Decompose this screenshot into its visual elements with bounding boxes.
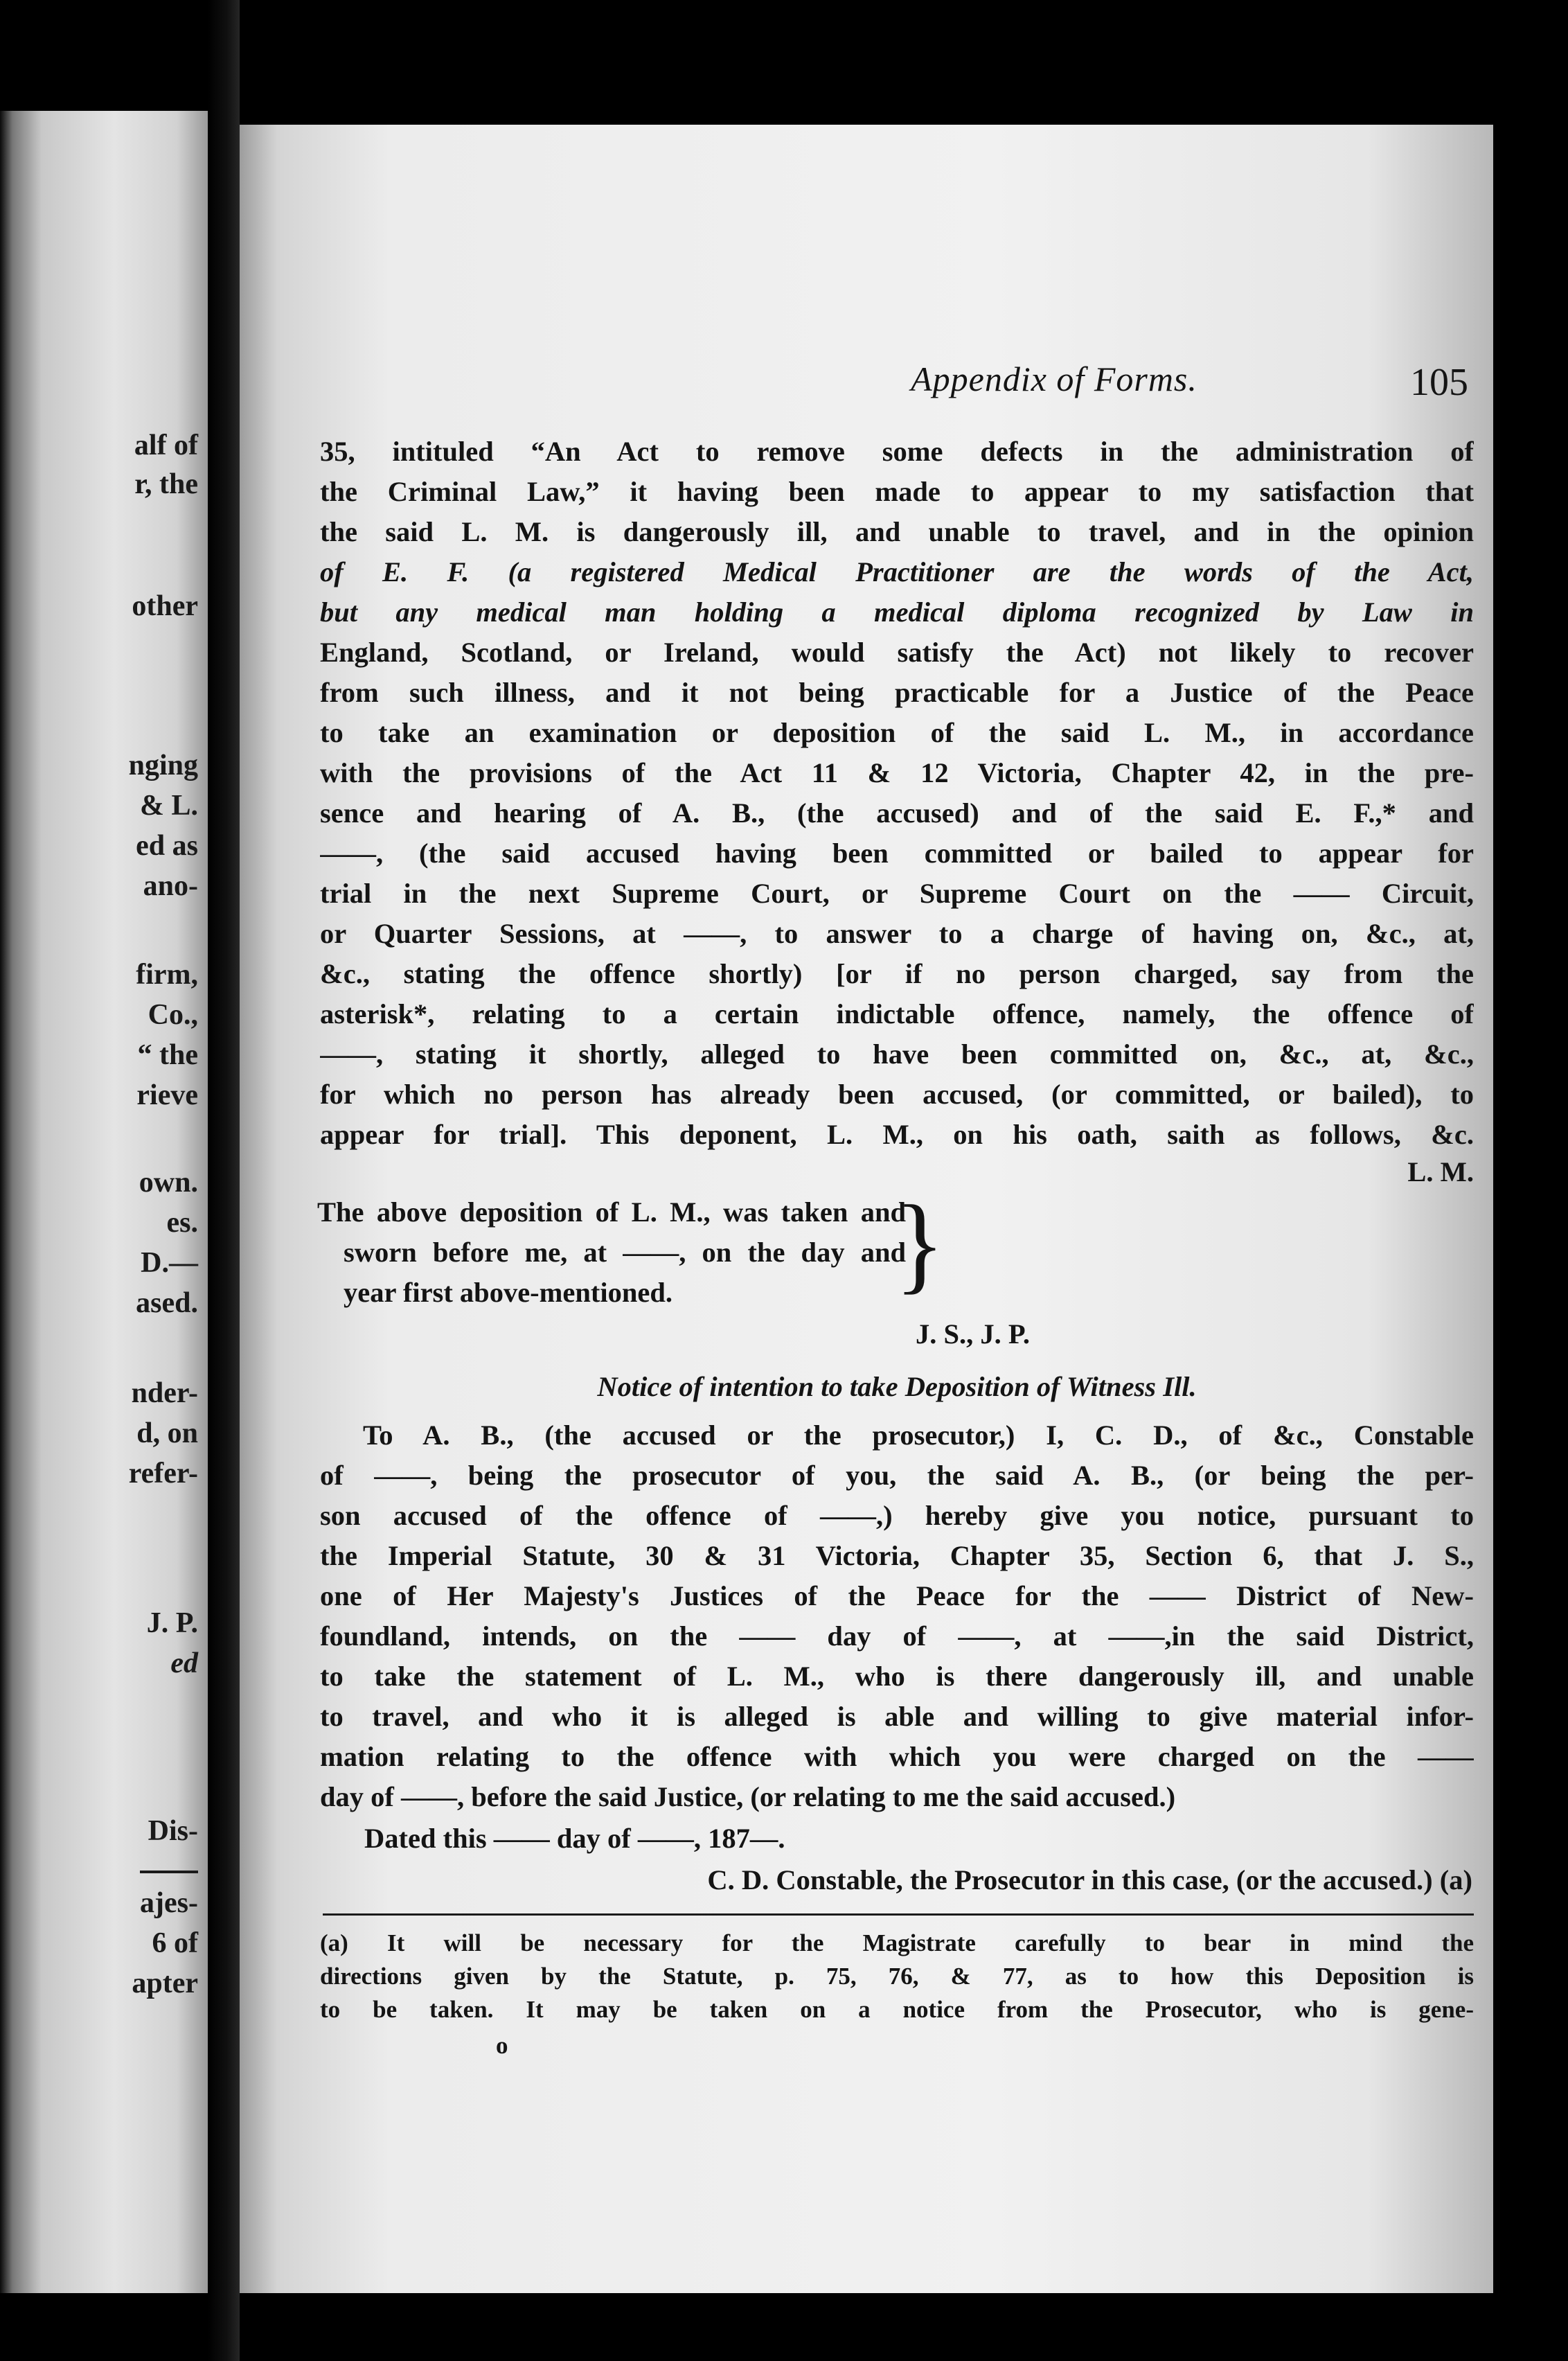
body-line: appear for trial]. This deponent, L. M., on his oath, saith as follows, &c. [320,1120,1474,1150]
footnote-line: directions given by the Statute, p. 75, 76, & 77, as to how this Deposition is [320,1963,1474,1990]
facing-page-fragment: own. [139,1167,198,1199]
body-line: &c., stating the offence shortly) [or if no person charged, say from the [320,959,1474,989]
facing-page-fragment: d, on [136,1417,198,1449]
body-line: England, Scotland, or Ireland, would satisfy the Act) not likely to recover [320,637,1474,668]
jurat-brace: } [895,1183,945,1305]
facing-page-fragment: J. P. [146,1607,198,1639]
body-line: of E. F. (a registered Medical Practitioner are the words of the Act, [320,557,1474,587]
facing-page-fragment: 6 of [152,1927,198,1959]
body-line: to take an examination or deposition of the said L. M., in accordance [320,718,1474,748]
jurat-line: year first above-mentioned. [344,1277,673,1308]
notice-heading: Notice of intention to take Deposition of Witness Ill. [597,1372,1197,1402]
facing-page-rule [140,1871,198,1873]
body-line: asterisk*, relating to a certain indictable offence, namely, the offence of [320,999,1474,1029]
body-line: 35, intituled “An Act to remove some defects in the administration of [320,436,1474,467]
book-page [240,125,1493,2293]
facing-page-fragment: firm, [136,959,198,991]
facing-page-edge [0,111,208,2293]
footnote-line: to be taken. It may be taken on a notice from the Prosecutor, who is gene- [320,1997,1474,2023]
book-gutter [208,0,240,2361]
running-title: Appendix of Forms. [911,360,1197,398]
facing-page-fragment: ed as [136,830,198,862]
jurat-line: The above deposition of L. M., was taken and [317,1196,906,1228]
body-line: or Quarter Sessions, at ——, to answer to a charge of having on, &c., at, [320,919,1474,949]
facing-page-fragment: D.— [141,1247,198,1279]
body-line: sence and hearing of A. B., (the accused) and of the said E. F.,* and [320,798,1474,829]
facing-page-fragment: ano- [143,870,198,902]
notice-line: foundland, intends, on the —— day of ——, at ——,in the said District, [320,1621,1474,1652]
body-line: ——, (the said accused having been committed or bailed to appear for [320,838,1474,869]
notice-line: mation relating to the offence with which you were charged on the —— [320,1742,1474,1772]
facing-page-fragment: apter [132,1968,198,1999]
notice-line: the Imperial Statute, 30 & 31 Victoria, Chapter 35, Section 6, that J. S., [320,1541,1474,1571]
dated-line: Dated this —— day of ——, 187—. [364,1823,785,1854]
facing-page-fragment: & L. [140,790,198,822]
facing-page-fragment: ed [170,1647,198,1679]
body-line: with the provisions of the Act 11 & 12 Victoria, Chapter 42, in the pre- [320,758,1474,788]
facing-page-fragment: “ the [137,1039,198,1071]
body-line: but any medical man holding a medical diploma recognized by Law in [320,597,1474,628]
notice-line: of ——, being the prosecutor of you, the said A. B., (or being the per- [320,1460,1474,1491]
deponent-signature: L. M. [1407,1157,1474,1187]
facing-page-fragment: ajes- [140,1887,198,1919]
facing-page-fragment: refer- [128,1458,198,1489]
notice-line: To A. B., (the accused or the prosecutor,) I, C. D., of &c., Constable [363,1420,1474,1451]
body-line: the said L. M. is dangerously ill, and unable to travel, and in the opinion [320,517,1474,547]
facing-page-fragment: alf of [134,430,198,461]
notice-line: son accused of the offence of ——,) hereby give you notice, pursuant to [320,1501,1474,1531]
notice-line: day of ——, before the said Justice, (or relating to me the said accused.) [320,1782,1176,1812]
facing-page-fragment: other [132,590,198,622]
facing-page-fragment: rieve [136,1079,198,1111]
body-line: ——, stating it shortly, alleged to have been committed on, &c., at, &c., [320,1039,1474,1070]
facing-page-fragment: r, the [134,468,198,500]
facing-page-fragment: Co., [148,999,198,1031]
signature-mark: o [496,2033,508,2059]
body-line: for which no person has already been accused, (or committed, or bailed), to [320,1079,1474,1110]
notice-signature: C. D. Constable, the Prosecutor in this case, (or the accused.) (a) [707,1865,1472,1895]
notice-line: to travel, and who it is alleged is able and willing to give material infor- [320,1701,1474,1732]
footnote-line: (a) It will be necessary for the Magistrate carefully to bear in mind the [320,1930,1474,1956]
facing-page-fragment: ased. [136,1287,198,1319]
facing-page-fragment: nging [128,750,198,781]
facing-page-fragment: nder- [131,1377,198,1409]
facing-page-fragment: Dis- [148,1815,198,1847]
body-line: the Criminal Law,” it having been made to appear to my satisfaction that [320,477,1474,507]
body-line: from such illness, and it not being practicable for a Justice of the Peace [320,678,1474,708]
jurat-line: sworn before me, at ——, on the day and [344,1237,906,1268]
page-number: 105 [1410,361,1468,404]
body-line: trial in the next Supreme Court, or Supreme Court on the —— Circuit, [320,878,1474,909]
facing-page-fragment: es. [166,1207,198,1239]
justice-signature: J. S., J. P. [916,1319,1031,1350]
running-header [640,359,1468,414]
notice-line: to take the statement of L. M., who is there dangerously ill, and unable [320,1661,1474,1692]
footnote-rule [323,1913,1474,1916]
notice-line: one of Her Majesty's Justices of the Peace for the —— District of New- [320,1581,1474,1611]
